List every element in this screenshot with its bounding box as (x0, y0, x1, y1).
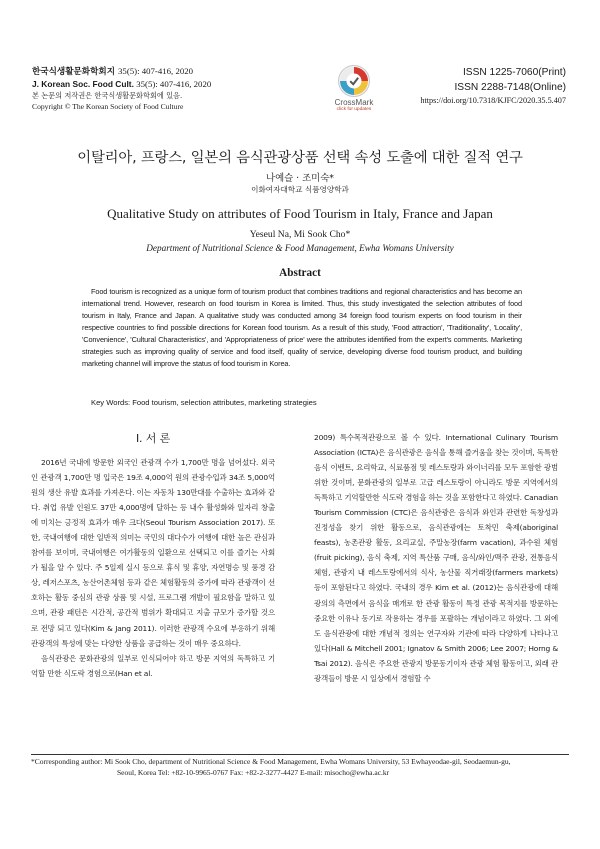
journal-title-en: J. Korean Soc. Food Cult. (32, 78, 134, 89)
crossmark-sublabel: click for updates (336, 107, 372, 112)
body-column-left (31, 430, 275, 681)
copyright-line: Copyright © The Korean Society of Food Culture (32, 102, 184, 111)
paper-title-en: Qualitative Study on attributes of Food Tourism in Italy, France and Japan (107, 206, 493, 221)
journal-name-en (32, 79, 272, 91)
issn-online: ISSN 2288-7148(Online) (454, 81, 566, 93)
footnote-line: Seoul, Korea Tel: +82-10-9965-0767 Fax: +82-2-3277-4427 E-mail: misocho@ewha.ac.kr (117, 767, 390, 777)
journal-title-ko: 한국식생활문화학회지 (32, 67, 116, 77)
affiliation-en: Department of Nutritional Science & Food Management, Ewha Womans University (146, 243, 454, 253)
body-paragraph: 음식관광은 문화관광의 일부로 인식되어야 하고 방문 지역의 독특하고 기억할 만한 식도락 경험으로(Han et al. (31, 653, 275, 678)
paper-title-ko: 이탈리아, 프랑스, 일본의 음식관광상품 선택 속성 도출에 대한 질적 연구 (77, 150, 523, 166)
affiliation-ko: 이화여자대학교 식품영양학과 (251, 185, 349, 194)
authors-en: Yeseul Na, Mi Sook Cho* (249, 229, 351, 240)
journal-volume-en: 35(5): 407-416, 2020 (136, 78, 212, 89)
footnote-line: *Corresponding author: Mi Sook Cho, department of Nutritional Science & Food Management, Ewha Womans University, 53 Ewhayeodae-gil, Seodaemun-gu, (31, 757, 511, 766)
issn-block (420, 66, 566, 107)
keywords: Key Words: Food tourism, selection attributes, marketing strategies (91, 398, 317, 407)
crossmark-label: CrossMark (334, 98, 374, 107)
body-paragraph: 2009) 특수목적관광으로 볼 수 있다. International Culinary Tourism Association (ICTA)은 음식관광은 음식을 통해 즐거움을 찾는 것이며, 독특한 음식 이벤트, 요리학교, 식료품점 및 레스토랑과 와이너리를 모두 포함한 광범위한 것이며, 문화관광의 일부로 고급 레스토랑이 아니라도 방문 지역에서의 독특하고 기억할만한 식도락 경험을 하는 것을 포함한다고 하였다. Canadian Tourism Commission (CTC)은 음식관광은 음식과 와인과 관련한 독창성과 진정성을 찾기 위한 활동으로, 음식관광에는 토착민 축제(aboriginal feasts), 농촌관광 활동, 요리교실, 주말농장(farm vacation), 과수원 체험(fruit picking), 음식 축제, 지역 특산품 구매, 음식/와인/맥주 관광, 전통음식 체험, 관광지 내 레스토랑에서의 식사, 농산물 직거래장(farmers markets)등이 포함된다고 하였다. 국내의 경우 Kim et al. (2012)는 음식관광에 대해 광의의 측면에서 음식을 매개로 한 관광 활동이 특정 관광 목적지를 방문하는 중요한 이유나 동기로 작용하는 경우를 포괄하는 개념이라고 하였다. 그 외에도 음식관광에 대한 개념적 정의는 연구자와 기관에 따라 다양하게 나타나고 있다(Hall & Mitchell 2001; Ignatov & Smith 2006; Lee 2007; Horng & Tsai 2012). 음식은 주요한 관광지 방문동기이자 관광 체험 활동이고, 외래 관광객들이 방문 시 일상에서 경험할 수 (314, 433, 558, 683)
journal-volume-ko: 35(5): 407-416, 2020 (118, 66, 194, 76)
doi-link[interactable]: https://doi.org/10.7318/KJFC/2020.35.5.407 (420, 96, 566, 105)
authors-ko: 나예슬 · 조미숙* (266, 173, 334, 184)
copyright-note-ko: 본 논문의 저작권은 한국식생활문화학회에 있음. (32, 91, 183, 100)
body-column-right (314, 430, 558, 686)
issn-print: ISSN 1225-7060(Print) (462, 67, 566, 78)
section-heading-introduction: Ⅰ. 서 론 (135, 432, 171, 445)
crossmark-badge[interactable] (326, 64, 382, 122)
journal-name-ko (32, 66, 272, 79)
body-paragraph: 2016년 국내에 방문한 외국인 관광객 수가 1,700만 명을 넘어섰다. 외국인 관광객 1,700만 명 입국은 19조 4,000억 원의 관광수입과 34조 5,000억 원의 생산 유발 효과를 가져온다. 이는 자동차 130만대를 수출하는 효과와 같다. 취업 유발 인원도 37만 4,000명에 달하는 등 내수 활성화와 일자리 창출에 미치는 긍정적 효과가 매우 크다(Seoul Tourism Association 2017). 또한, 국내여행에 대한 일반적 의미는 국민의 대다수가 여행에 대한 높은 관심과 참여를 보이며, 국내여행은 여가활동의 일환으로 선택되고 이를 즐기는 사회가 될을 알 수 있다. 주 5일제 실시 등으로 휴식 및 휴양, 자연명승 및 풍경 감상, 레저스포츠, 농산어촌체험 등과 같은 체험활동의 증가에 따라 관광객이 선호하는 활동 중심의 관광 상품 및 시설, 프로그램 개발이 필요함을 말하고 있으며, 관광 패턴은 시간적, 공간적 범위가 확대되고 지출 규모가 증가할 것으로 전망 되고 있다(Kim & Jang 2011). 이러한 관광객 수요에 부응하기 위해 관광객의 특성에 맞는 다양한 상품을 공급하는 것이 매우 중요하다. (31, 458, 275, 648)
footnote-divider (31, 754, 569, 755)
corresponding-author-footnote (31, 757, 571, 778)
journal-header (32, 66, 272, 112)
crossmark-icon (337, 64, 371, 98)
abstract-body: Food tourism is recognized as a unique form of tourism product that combines traditions and regional characteristics and has become an international trend. However, research on food tourism in Korea is limited. Thus, this study investigated the selection attributes of food tourism in Italy, France and Japan. A qualitative study was conducted among 34 foreign food tourism experts on food tourism in their respective countries to find possible directions for Korean food tourism. As a result of this study, 'Food attraction', 'Traditionality', 'Locality', 'Convenience', 'Cultural Characteristics', and 'Appropriateness of price' were the attributes identified from the expert's comments. Marketing strategies such as improving quality of service and food itself, quality of service, developing diverse food tourism product, and building marketing channel will improve the status of food tourism in Korea. (82, 287, 522, 368)
abstract-heading: Abstract (279, 267, 321, 279)
